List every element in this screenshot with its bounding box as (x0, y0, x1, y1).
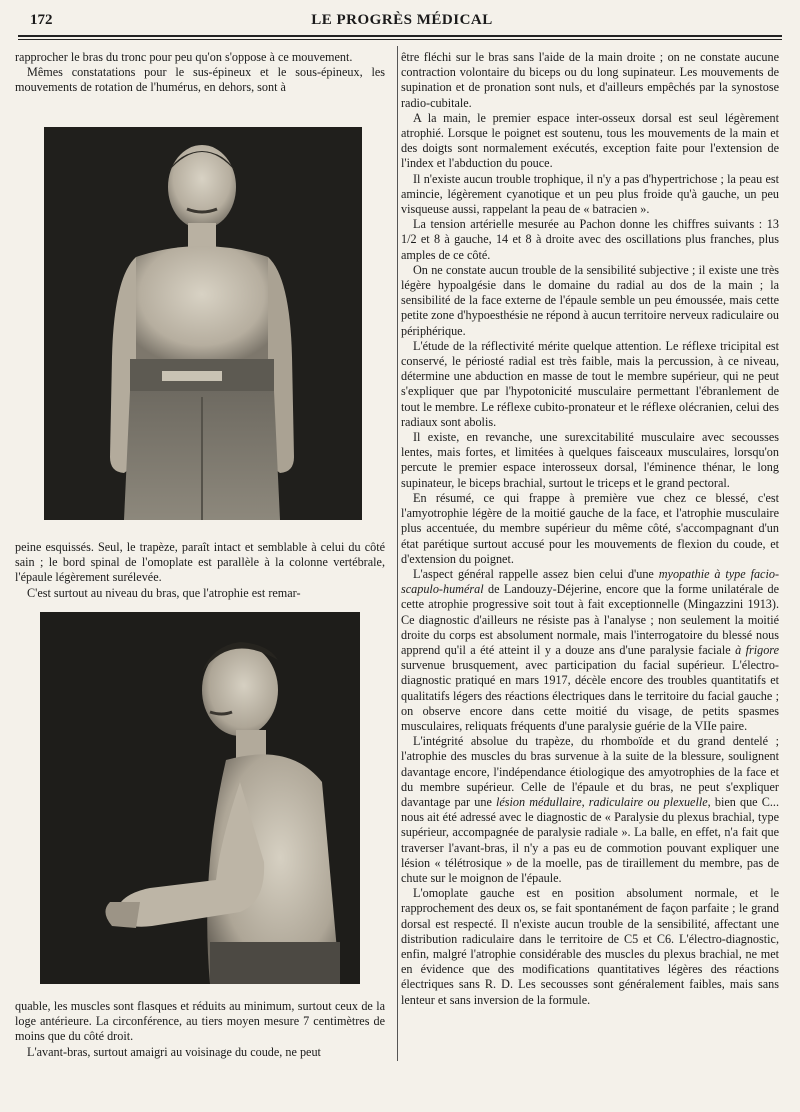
text-run: , bien que C... nous ait été adressé avec le diagnostic de « Paralysie du plexus brachial, type supérieur, accompagnée de paralysie radiale ». La balle, en effet, n'a fait que traverser l'avant-bras, il n'y a pas eu de commotion pouvant expliquer une lésion « télétrosique » de la moelle, pas de tiraillement du membre, pas de chute sur le moignon de l'épaule. (401, 794, 779, 885)
right-column-text (401, 50, 779, 1008)
paragraph: Mêmes constatations pour le sus-épineux et le sous-épineux, les mouvements de rotation de l'humérus, en dehors, sont à (15, 65, 385, 95)
paragraph: L'avant-bras, surtout amaigri au voisinage du coude, ne peut (27, 1044, 321, 1059)
paragraph: La tension artérielle mesurée au Pachon donne les chiffres suivants : 13 1/2 et 8 à gauche, 14 et 8 à droite avec des oscillations plus franches, plus amples de ce côté. (401, 217, 779, 262)
page-number: 172 (30, 12, 53, 28)
italic-term: à frigore (735, 642, 779, 657)
header-rule-thin (18, 39, 782, 40)
column-divider (397, 46, 398, 1061)
paragraph: En résumé, ce qui frappe à première vue chez ce blessé, c'est l'amyotrophie légère de la moitié gauche de la face, et l'atrophie musculaire plus accentuée, du membre supérieur du même côté, s'accompagnant d'un état parétique surtout accusé pour les mouvements de flexion du coude, et d'extension du poignet. (401, 490, 779, 566)
italic-term: lésion médullaire, radiculaire ou plexuelle (496, 794, 708, 809)
paragraph: L'omoplate gauche est en position absolument normale, et le rapprochement des deux os, se fait spontanément de façon parfaite ; le grand dorsal est respecté. Il n'existe aucun trouble de la sensibilité, affectant une distribution radiculaire dans le territoire de C5 et C6. L'électro-diagnostic, enfin, malgré l'atrophie considérable des muscles du plexus brachial, ne met en évidence que des modifications quantitatives légères des réactions électriques sans R. D. Les secousses sont généralement faibles, mais sans lenteur et sans inversion de la formule. (401, 886, 779, 1007)
left-text-bottom (15, 999, 385, 1060)
text-run: survenue brusquement, avec participation du facial supérieur. L'électro-diagnostic pratiqué en mars 1917, décèle encore des troubles quantitatifs et qualitatifs légers des réactions électriques dans le territoire du facial gauche ; on observe encore dans cette moitié du visage, de petits spasmes musculaires, reliquats fréquents d'une paralysie guérie de la VIIe paire. (401, 658, 779, 733)
running-title: LE PROGRÈS MÉDICAL (311, 12, 493, 28)
header-rule (18, 35, 782, 37)
patient-side-figure (40, 612, 360, 984)
paragraph: A la main, le premier espace inter-osseux dorsal est seul légèrement atrophié. Lorsque le poignet est soutenu, tous les mouvements de la main et des doigts sont normalement exécutés, exception faite pour l'extension de l'index et l'abduction du pouce. (401, 110, 779, 171)
paragraph (401, 734, 779, 886)
patient-front-figure (44, 127, 362, 520)
italic-term: myopathie à type facio-scapulo-huméral (401, 566, 780, 597)
paragraph: Il existe, en revanche, une surexcitabilité musculaire avec secousses lentes, mais fortes, et limitées à quelques faisceaux musculaires, lorsqu'on percute le premier espace interosseux dorsal, l'éminence thénar, le long supinateur, le biceps brachial, surtout le triceps et le grand pectoral. (401, 430, 779, 490)
left-text-top (15, 50, 385, 96)
paragraph: peine esquissés. Seul, le trapèze, paraît intact et semblable à celui du côté sain ; le bord spinal de l'omoplate est parallèle à la colonne vertébrale, l'épaule légèrement surélevée. (15, 540, 385, 585)
text-run: L'aspect général rappelle assez bien celui d'une (413, 566, 659, 581)
text-run: de Landouzy-Déjerine, encore que la forme unilatérale de cette atrophie progressive soit tout à fait exceptionnelle (Mingazzini 1913). Ce diagnostic d'ailleurs ne résiste pas à l'analyse ; non seulement la moitié droite du corps est absolument normale, mais l'interrogatoire du blessé nous apprend qu'il a été atteint il y a douze ans d'une paralysie faciale (401, 582, 779, 657)
paragraph: On ne constate aucun trouble de la sensibilité subjective ; il existe une très légère hypoalgésie dans le domaine du radial au dos de la main ; la sensibilité de la face externe de l'épaule semble un peu émoussée, mais cette petite zone d'hypoesthésie ne répond à aucun territoire nerveux radiculaire ou périphérique. (401, 262, 779, 338)
patient-front-photo (44, 127, 362, 520)
paragraph: C'est surtout au niveau du bras, que l'atrophie est remar- (27, 585, 301, 600)
left-text-middle (15, 540, 385, 601)
page-header (22, 10, 782, 34)
paragraph: être fléchi sur le bras sans l'aide de la main droite ; on ne constate aucune contraction volontaire du biceps ou du long supinateur. Les mouvements de supination et de pronation sont nuls, et d'ailleurs empêchés par la synostose radio-cubitale. (401, 50, 779, 110)
paragraph: Il n'existe aucun trouble trophique, il n'y a pas d'hypertrichose ; la peau est amincie, légèrement cyanotique et un peu plus froide qu'à gauche, un peu visqueuse aussi, rappelant la peau de « batracien ». (401, 171, 779, 217)
paragraph: rapprocher le bras du tronc pour peu qu'on s'oppose à ce mouvement. (15, 50, 353, 64)
patient-side-photo (40, 612, 360, 984)
text-run: L'intégrité absolue du trapèze, du rhomboïde et du grand dentelé ; l'atrophie des muscles du bras survenue à la suite de la blessure, soulignent davantage encore, l'indépendance étiologique des amyotrophies de la face et du membre supérieur. Celle de l'épaule et du bras, ne peut s'expliquer davantage par une (401, 734, 779, 809)
paragraph: L'étude de la réflectivité mérite quelque attention. Le réflexe tricipital est conservé, le périosté radial est très faible, mais la percussion, à ce niveau, détermine une abduction en masse de tout le membre supérieur, qui ne peut s'expliquer que par l'hypotonicité musculaire permettant l'ébranlement de tout le membre. Le réflexe cubito-pronateur et le réflexe olécranien, celui des radiaux sont abolis. (401, 338, 779, 429)
paragraph (401, 567, 779, 734)
paragraph: quable, les muscles sont flasques et réduits au minimum, surtout ceux de la loge antérieure. La circonférence, au tiers moyen mesure 7 centimètres de moins que du côté droit. (15, 999, 385, 1044)
